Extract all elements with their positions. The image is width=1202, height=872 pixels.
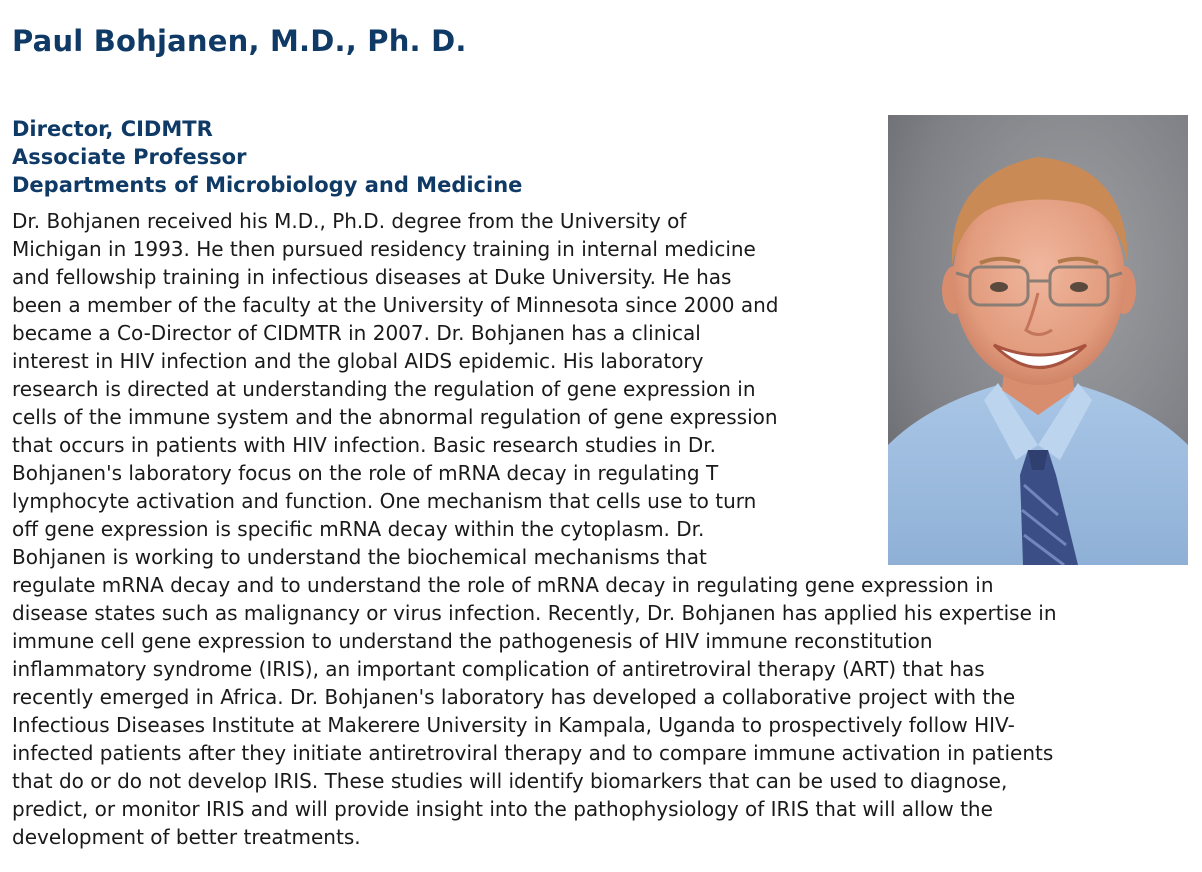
bio-line: predict, or monitor IRIS and will provide insight into the pathophysiology of IRIS that will allow the — [12, 797, 993, 821]
bio-line: became a Co-Director of CIDMTR in 2007. Dr. Bohjanen has a clinical — [12, 321, 701, 345]
bio-line: Dr. Bohjanen received his M.D., Ph.D. degree from the University of — [12, 209, 687, 233]
bio-line: interest in HIV infection and the global AIDS epidemic. His laboratory — [12, 349, 704, 373]
portrait-photo — [888, 115, 1188, 565]
bio-line: lymphocyte activation and function. One mechanism that cells use to turn — [12, 489, 757, 513]
bio-line: inflammatory syndrome (IRIS), an important complication of antiretroviral therapy (ART) that has — [12, 657, 985, 681]
bio-line: immune cell gene expression to understand the pathogenesis of HIV immune reconstitution — [12, 629, 933, 653]
bio-line: disease states such as malignancy or virus infection. Recently, Dr. Bohjanen has applied his expertise in — [12, 601, 1057, 625]
bio-line: Bohjanen's laboratory focus on the role of mRNA decay in regulating T — [12, 461, 719, 485]
bio-line: Infectious Diseases Institute at Makerere University in Kampala, Uganda to prospectively follow HIV- — [12, 713, 1015, 737]
page-title: Paul Bohjanen, M.D., Ph. D. — [12, 24, 467, 58]
bio-line: regulate mRNA decay and to understand the role of mRNA decay in regulating gene expression in — [12, 573, 994, 597]
bio-line: that occurs in patients with HIV infection. Basic research studies in Dr. — [12, 433, 716, 457]
profile-page — [12, 0, 1188, 851]
bio-line: recently emerged in Africa. Dr. Bohjanen's laboratory has developed a collaborative project with the — [12, 685, 1016, 709]
bio-line: research is directed at understanding the regulation of gene expression in — [12, 377, 756, 401]
title-associate-professor: Associate Professor — [12, 145, 247, 169]
bio-line: infected patients after they initiate antiretroviral therapy and to compare immune activation in patients — [12, 741, 1054, 765]
bio-line: cells of the immune system and the abnormal regulation of gene expression — [12, 405, 778, 429]
bio-line: Bohjanen is working to understand the biochemical mechanisms that — [12, 545, 707, 569]
bio-line: off gene expression is specific mRNA decay within the cytoplasm. Dr. — [12, 517, 705, 541]
portrait-image — [888, 115, 1188, 565]
title-block — [12, 115, 1188, 851]
title-departments: Departments of Microbiology and Medicine — [12, 173, 523, 197]
bio-line: Michigan in 1993. He then pursued residency training in internal medicine — [12, 237, 756, 261]
title-director: Director, CIDMTR — [12, 117, 213, 141]
bio-line: been a member of the faculty at the University of Minnesota since 2000 and — [12, 293, 779, 317]
bio-line: that do or do not develop IRIS. These studies will identify biomarkers that can be used to diagnose, — [12, 769, 1008, 793]
bio-line: and fellowship training in infectious diseases at Duke University. He has — [12, 265, 732, 289]
bio-line: development of better treatments. — [12, 825, 361, 849]
